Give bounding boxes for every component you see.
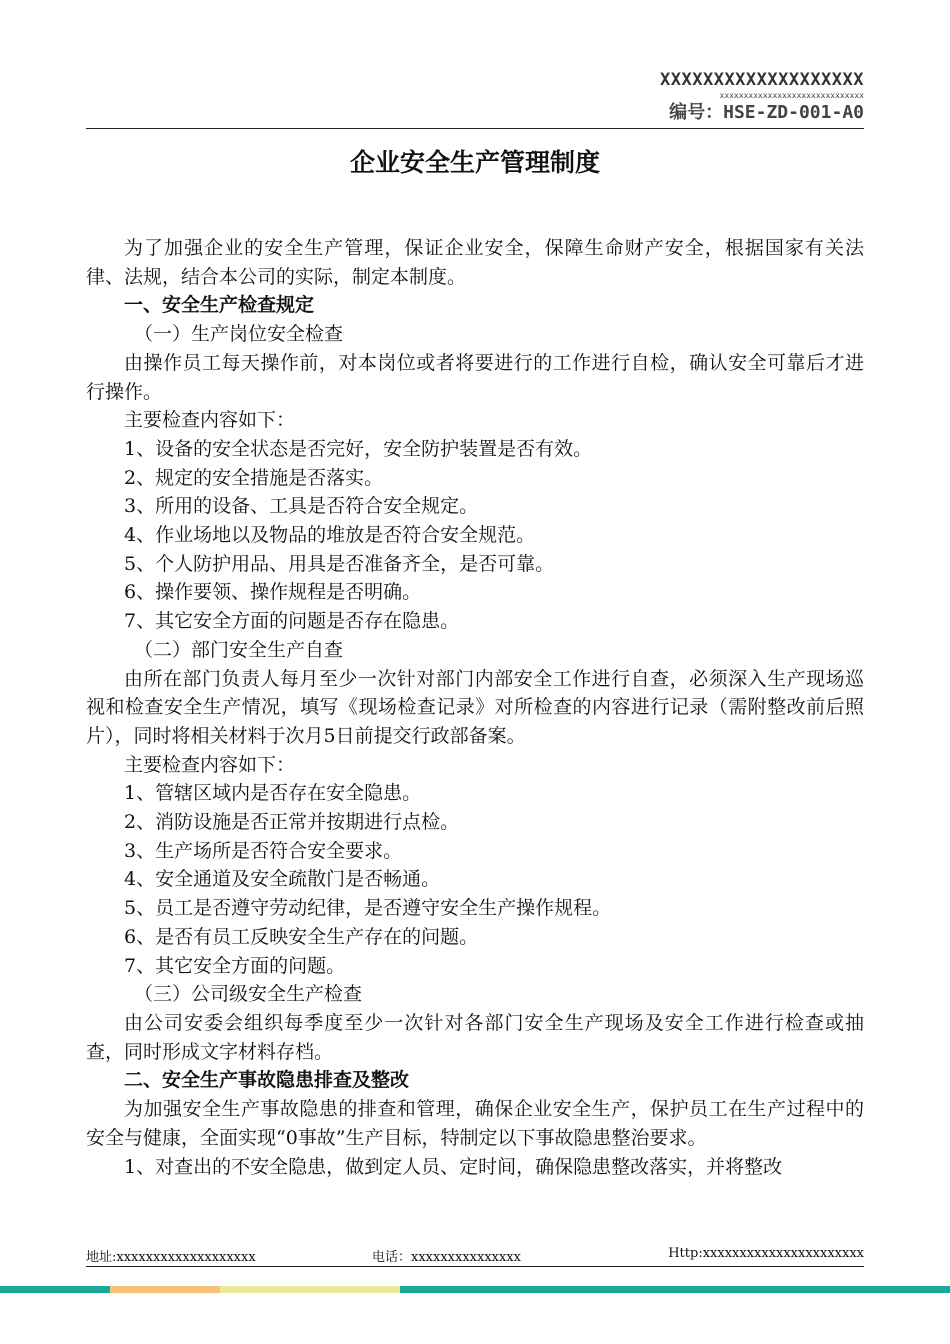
document-body [86,234,864,1181]
intro-paragraph: 为了加强企业的安全生产管理，保证企业安全，保障生命财产安全，根据国家有关法律、法规，结合本公司的实际，制定本制度。 [86,237,864,288]
document-code: 编号：HSE-ZD-001-A0 [669,102,864,123]
subsection-1-title: （一）生产岗位安全检查 [134,323,344,346]
footer-address: 地址:xxxxxxxxxxxxxxxxxxx [86,1250,256,1265]
list-item: 7、其它安全方面的问题是否存在隐患。 [124,610,460,633]
subsection-2-list [86,779,864,980]
footer-phone: 电话：xxxxxxxxxxxxxxx [372,1250,521,1265]
subsection-1-list [86,435,864,636]
subsection-2-title: （二）部门安全生产自查 [134,638,344,661]
subsection-3-paragraph: 由公司安委会组织每季度至少一次针对各部门安全生产现场及安全工作进行检查或抽查，同时形成文字材料存档。 [86,1011,864,1063]
footer-bar-teal-left [0,1286,110,1293]
list-item: 6、操作要领、操作规程是否明确。 [124,581,422,604]
header-divider [86,128,864,129]
subsection-3-title: （三）公司级安全生产检查 [134,983,363,1006]
list-item: 4、安全通道及安全疏散门是否畅通。 [124,868,441,891]
subsection-2-paragraph: 由所在部门负责人每月至少一次针对部门内部安全工作进行自查，必须深入生产现场巡视和检查安全生产情况，填写《现场检查记录》对所检查的内容进行记录（需附整改前后照片），同时将相关材料于次月5日前提交行政部备案。 [86,667,864,747]
list-item: 1、设备的安全状态是否完好，安全防护装置是否有效。 [124,437,593,460]
list-item: 3、生产场所是否符合安全要求。 [124,839,403,862]
header-company: XXXXXXXXXXXXXXXXXXX [660,70,864,90]
list-item: 2、规定的安全措施是否落实。 [124,466,384,489]
list-item: 3、所用的设备、工具是否符合安全规定。 [124,495,479,518]
footer-bar-orange [110,1286,220,1293]
section-2-item-1: 1、对查出的不安全隐患，做到定人员、定时间，确保隐患整改落实，并将整改 [124,1155,783,1178]
list-item: 1、管辖区域内是否存在安全隐患。 [124,782,422,805]
section-2-title: 二、安全生产事故隐患排查及整改 [124,1069,410,1092]
list-item: 7、其它安全方面的问题。 [124,954,346,977]
list-item: 2、消防设施是否正常并按期进行点检。 [124,811,460,834]
page-footer [86,1244,864,1267]
footer-bar-teal-right [400,1286,950,1293]
subsection-2-lead: 主要检查内容如下： [124,753,296,776]
list-item: 5、个人防护用品、用具是否准备齐全，是否可靠。 [124,552,555,575]
section-1-title: 一、安全生产检查规定 [124,294,315,317]
list-item: 6、是否有员工反映安全生产存在的问题。 [124,925,479,948]
subsection-1-paragraph: 由操作员工每天操作前，对本岗位或者将要进行的工作进行自检，确认安全可靠后才进行操作。 [86,351,864,403]
document-header [660,70,864,124]
section-2-paragraph: 为加强安全生产事故隐患的排查和管理，确保企业安全生产，保护员工在生产过程中的安全与健康，全面实现“0事故”生产目标，特制定以下事故隐患整治要求。 [86,1098,864,1149]
list-item: 4、作业场地以及物品的堆放是否符合安全规范。 [124,524,536,547]
footer-bar-yellow [220,1286,400,1293]
header-company-sub: xxxxxxxxxxxxxxxxxxxxxxxxxxxxxx [719,91,864,100]
page-title: 企业安全生产管理制度 [349,148,600,177]
subsection-1-lead: 主要检查内容如下： [124,409,296,432]
list-item: 5、员工是否遵守劳动纪律，是否遵守安全生产操作规程。 [124,897,612,920]
footer-website: Http:xxxxxxxxxxxxxxxxxxxxxx [668,1246,864,1261]
